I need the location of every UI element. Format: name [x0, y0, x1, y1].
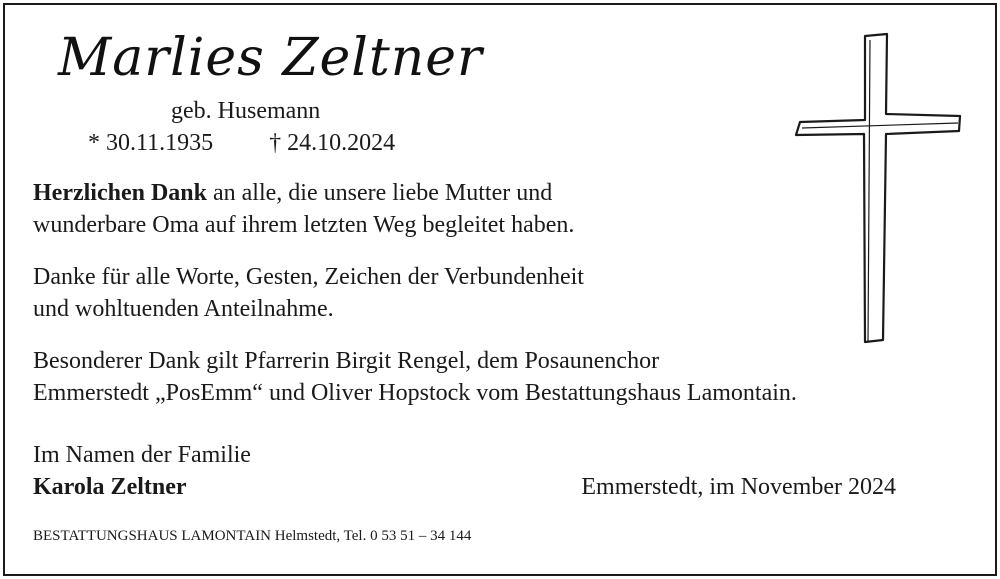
thanks-heading: Herzlichen Dank: [33, 180, 207, 206]
special-thanks-paragraph: [33, 345, 797, 409]
place-and-date: Emmerstedt, im November 2024: [581, 474, 896, 500]
special-thanks-line-1: Besonderer Dank gilt Pfarrerin Birgit Rengel, dem Posaunenchor: [33, 348, 660, 374]
death-date: † 24.10.2024: [269, 130, 396, 156]
birth-name: geb. Husemann: [171, 98, 321, 124]
words-line-1: Danke für alle Worte, Gesten, Zeichen der Verbundenheit: [33, 264, 584, 290]
signatory-name: Karola Zeltner: [33, 474, 187, 500]
deceased-name: Marlies Zeltner: [58, 28, 483, 88]
funeral-home-footer: BESTATTUNGSHAUS LAMONTAIN Helmstedt, Tel. 0 53 51 – 34 144: [33, 528, 472, 544]
life-dates: [88, 130, 395, 157]
thanks-line-2: wunderbare Oma auf ihrem letzten Weg begleitet haben.: [33, 212, 575, 238]
words-paragraph: [33, 261, 584, 325]
thanks-line-1-text: an alle, die unsere liebe Mutter und: [207, 180, 553, 206]
on-behalf-text: Im Namen der Familie: [33, 442, 251, 468]
birth-date: * 30.11.1935: [88, 130, 214, 156]
thanks-line-1: [33, 177, 574, 209]
words-line-2: und wohltuenden Anteilnahme.: [33, 296, 334, 322]
thanks-paragraph: [33, 177, 574, 241]
special-thanks-line-2: Emmerstedt „PosEmm“ und Oliver Hopstock vom Bestattungshaus Lamontain.: [33, 380, 797, 406]
cross-icon: [790, 30, 970, 350]
signature-block: [33, 439, 251, 503]
